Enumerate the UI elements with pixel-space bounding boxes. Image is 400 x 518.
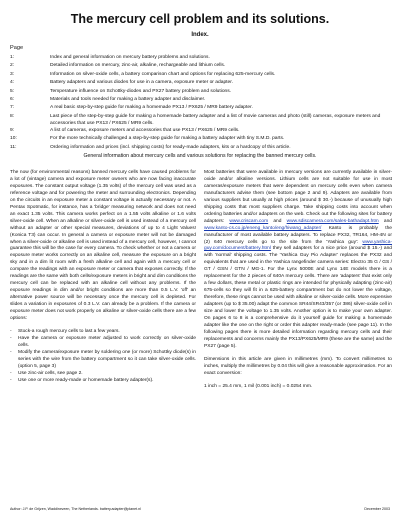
paragraph-text: Most batteries that were available in mercury versions are currently available in silver-oxide and/or alkaline versions. Lithium cells are not suitable for use in most cameras/exposure meters that were dependent on mercury cells even when camera manufacturers advise them (see bottom page 2 and 9). Adapters are available from various suppliers but usually at high prices (around $ 30.-) because of unusually high shipping costs that most suppliers charge. Take shipping costs into account when ordering batteries and/or adapters on the web. Check out the following sites for battery adapters: bbox=[204, 170, 392, 224]
paragraph-text: they sell adapters for a nice price (around $ 15.-) and with 'normal' shipping costs. The 'Yashica Guy Pio Adapter' replaces the PX32 and equivalents that are used in the Yashica rangefinder camera series: Electro 35 G / GS / GT / GSN / GTN / MG-1. For the Lynx 5000E and Lynx 14E models there is a replacement for the 2 pieces of 640A mercury cells. There are 'adapters' that exist only a few dollars, these metal or plastic rings are intended for physically adapting (zinc-air) 675-cells so they will fit in a 625-battery compartment but do not lower the voltage, therefore, these rings cannot be used with alkaline or silver-oxide cells. More expensive adapters (up to $ 35.00) adapt the common SR44/SR43/357 (or 386) silver-oxide cell in size and lower the voltage to 1.35 volts. Another option is to make your own adapter. On pages 6 to 8 is a comprehensive do it yourself guide for making a homemade adapter like the one on the right or order this adapter ready-made (see page 11). In the following pages there is more detailed information regarding mercury cells and their replacements and concerns mainly the PX13/PX625/MR9 (these are the same) and the PX27 (page 5). bbox=[204, 246, 392, 349]
index-entry-text: Ordering information and prices (incl. shipping costs) for ready-made adapters, kits or a hardcopy of this article. bbox=[50, 144, 291, 150]
paragraph-text: and bbox=[273, 218, 282, 224]
index-row bbox=[10, 62, 392, 70]
index-row bbox=[10, 71, 392, 79]
list-item-text: Modify the camera/exposure meter by soldering one (or more) Schottky diode(s) in series with the wire from the battery compartment so it can take silver-oxide cells. (option 5, page 3) bbox=[18, 349, 196, 369]
conversion-formula: 1 inch = 25.4 mm, 1 mil (0.001 inch) = 0.0254 mm. bbox=[204, 383, 313, 389]
page-column-label: Page bbox=[10, 45, 24, 51]
index-page-number: 11: bbox=[10, 144, 17, 150]
list-item-text: Use one or more ready-made or homemade battery adapter(s). bbox=[18, 377, 154, 383]
index-page-number: 3: bbox=[10, 71, 15, 77]
index-row bbox=[10, 96, 392, 104]
index-row bbox=[10, 127, 392, 135]
link-yashica-guy[interactable]: www.yashica-guy.com/document/battery.html bbox=[204, 239, 392, 252]
options-list bbox=[10, 329, 196, 385]
right-column bbox=[204, 170, 392, 391]
link-kanto[interactable]: www.kanto-cs.co.jp/eneng_kanto/eng/hiwang_adapter/ bbox=[204, 225, 322, 231]
index-page-number: 2: bbox=[10, 63, 15, 69]
index-row bbox=[10, 144, 392, 152]
index-entry-text: Temperature influence on Schottky-diodes and PX27 battery problem and solutions. bbox=[50, 88, 232, 94]
paragraph-text: Kanto is probably the manufacturer of most available battery adapters. To replace PX32, TR164, HM-4N or (2) 640 mercury cells go to the site from the 'Yashica guy': bbox=[204, 225, 392, 245]
index-entry-text: Materials and tools needed for making a battery adapter and disclaimer. bbox=[50, 96, 206, 102]
body-paragraph bbox=[204, 170, 392, 351]
index-row bbox=[10, 54, 392, 62]
list-item: - Have the camera or exposure meter adjusted to work correctly on silver-oxide cells. bbox=[10, 335, 196, 348]
link-criscam[interactable]: www.criscam.com bbox=[229, 218, 269, 224]
index-page-number: 8: bbox=[10, 113, 15, 119]
index-page-number: 9: bbox=[10, 127, 15, 133]
index-page-number: 5: bbox=[10, 88, 15, 94]
index-page-number: 6: bbox=[10, 96, 15, 102]
index-entry-text: Index and general information on mercury battery problems and solutions. bbox=[50, 55, 210, 60]
index-row bbox=[10, 135, 392, 143]
index-entry-text: Last piece of the step-by-step guide for making a homemade battery adapter and a list of movie cameras and photo (still) cameras, exposure meters and accessories that use PX13 / PX625 / MR9 cells. bbox=[50, 113, 381, 126]
index-heading: Index. bbox=[191, 32, 209, 38]
list-item: - Use one or more ready-made or homemade battery adapter(s). bbox=[10, 377, 154, 383]
index-entry-text: A real basic step-by-step guide for making a homemade PX13 / PX625 / MR9 battery adapter. bbox=[50, 105, 253, 111]
paragraph-text: and bbox=[383, 218, 392, 224]
list-item-text: Have the camera or exposure meter adjusted to work correctly on silver-oxide cells. bbox=[18, 335, 196, 348]
link-sdiscamera[interactable]: www.sdiscamera.com/sales-bathadapt.htm bbox=[286, 218, 379, 224]
index-page-number: 7: bbox=[10, 105, 15, 111]
index-entry-text: A list of cameras, exposure meters and accessories that use PX13 / PX625 / MR9 cells. bbox=[50, 127, 240, 133]
index-row bbox=[10, 88, 392, 96]
index-entry-text: Battery adapters and various diodes for use in a camera, exposure meter or adapter. bbox=[50, 80, 233, 86]
index-row bbox=[10, 79, 392, 87]
left-column bbox=[10, 170, 196, 385]
index-row bbox=[10, 113, 392, 127]
list-item-text: Use zinc-air cells, see page 2. bbox=[18, 370, 83, 376]
body-paragraph: Dimensions in this article are given in millimetres (mm). To convert millimetres to inches, multiply the millimetres by 0.04 this will give a reasonable approximation. For an exact conversion: bbox=[204, 356, 392, 376]
section-subheading: General information about mercury cells and various solutions for replacing the banned mercury cells. bbox=[83, 153, 317, 159]
index-page-number: 4: bbox=[10, 80, 15, 86]
document-title: The mercury cell problem and its solutions. bbox=[70, 12, 330, 26]
list-item: - Use zinc-air cells, see page 2. bbox=[10, 370, 83, 376]
index-page-number: 10: bbox=[10, 136, 17, 142]
list-item: - Modify the camera/exposure meter by soldering one (or more) Schottky diode(s) in series with the wire from the battery compartment so it can take silver-oxide cells. (option 5, page 3) bbox=[10, 349, 196, 369]
index-list bbox=[10, 54, 392, 152]
list-item: - Stock-a rough mercury cells to last a few years. bbox=[10, 328, 120, 334]
index-row bbox=[10, 104, 392, 112]
index-entry-text: For the more technically challenged a step-by-step guide for making a battery adapter with tiny S.M.D. parts. bbox=[50, 136, 285, 142]
index-page-number: 1: bbox=[10, 55, 15, 60]
footer-author: Author: J.P. de Grijzen, Waddinxveen, The Netherlands. battery.adapter@planet.nl bbox=[10, 507, 141, 511]
list-item-text: Stock-a rough mercury cells to last a few years. bbox=[18, 328, 120, 334]
footer-date: December 2003 bbox=[364, 507, 390, 511]
index-entry-text: Detailed information on mercury, zinc-air, alkaline, rechargeable and lithium cells. bbox=[50, 63, 226, 69]
index-entry-text: Information on silver-oxide cells, a battery comparison chart and options for replacing 625-mercury cells. bbox=[50, 71, 276, 77]
body-paragraph: The now (for environmental reasons) banned mercury cells have caused problems for a lot of (vintage) camera and exposure meter owners who are now facing inaccurate exposures. The constant output voltage (1.35 volts) of the mercury cell was used as a reference voltage and for powering the meter and surrounding electronics. Depending on the circuits in an exposure meter a constant voltage is actually necessary or not. A Pentax Spotmatic, for instance, has a 'bridge' measuring network and does not need an exact 1.35 volts. This camera works perfect on a 1.55 volts alkaline or 1.6 volts silver-oxide cell. When an alkaline or silver-oxide cell is used instead of a mercury cell without an adapter or other special measures, deviations of up to 4 Light Values! (Konica T3) can occur. In general a camera or exposure meter will not be damaged when a silver-oxide or alkaline cell is used instead of a mercury cell, however, I cannot guarantee this will be the case for every camera. To check whether or not a camera or exposure meter works correctly on an alkaline cell, measure the exposure on a bright sky and in a dim lit room with a fresh alkaline cell and again with a mercury cell or compare the readings with an exposure meter or camera that exposes correctly. If the readings are the same with both cells/exposure meters in bright and dim conditions the mercury cell can be replaced with an alkaline cell without any problems. If the exposure readings in dim and/or bright conditions are more than 0.5 L.V. 'off' an alternative power source will be necessary once the mercury cell is depleted. For slides a variation in exposures of 0.3 L.V. can already be a problem. If the camera or exposure meter does not work properly on alkaline or silver-oxide cells there are a few options: bbox=[10, 170, 196, 322]
